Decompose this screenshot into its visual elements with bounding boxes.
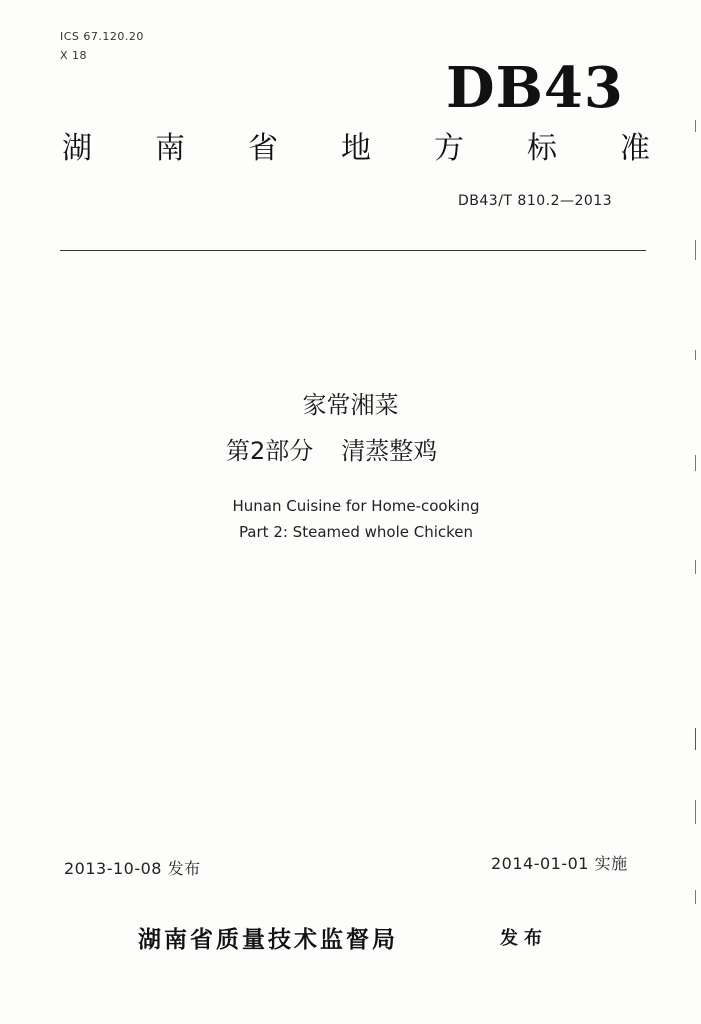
implementation-date: 2014-01-01 实施: [491, 854, 628, 873]
title-cn-part-name: 清蒸整鸡: [341, 437, 438, 465]
scan-mark: [695, 350, 696, 360]
standard-category-title: [62, 128, 650, 170]
standard-title-char: 方: [434, 131, 464, 166]
standard-number: DB43/T 810.2—2013: [458, 193, 613, 209]
scan-mark: [695, 890, 696, 904]
title-en-main: Hunan Cuisine for Home-cooking: [232, 497, 480, 515]
standard-title-char: 南: [155, 131, 185, 166]
standard-title-char: 标: [527, 131, 557, 166]
scan-mark: [695, 728, 696, 750]
issue-date: 2013-10-08 发布: [64, 859, 201, 878]
standard-title-char: 省: [248, 131, 278, 166]
title-cn-main: 家常湘菜: [302, 391, 399, 419]
ics-code: ICS 67.120.20: [60, 30, 144, 43]
standard-title-char: 地: [341, 131, 371, 166]
standard-title-char: 湖: [62, 131, 92, 166]
publisher-name: 湖南省质量技术监督局: [138, 926, 398, 953]
scan-mark: [695, 455, 696, 471]
scan-mark: [695, 560, 696, 574]
header-divider: [60, 250, 646, 251]
standard-title-char: 准: [620, 131, 650, 166]
scan-mark: [695, 120, 696, 132]
title-cn-part-number: 第2部分: [226, 437, 314, 465]
scan-mark: [695, 240, 696, 260]
standard-mark: DB43: [446, 55, 624, 121]
title-cn-part: [226, 434, 437, 468]
scan-mark: [695, 800, 696, 824]
classification-code: X 18: [60, 49, 88, 62]
title-en-part: Part 2: Steamed whole Chicken: [238, 523, 474, 541]
publish-label: 发布: [500, 928, 548, 949]
